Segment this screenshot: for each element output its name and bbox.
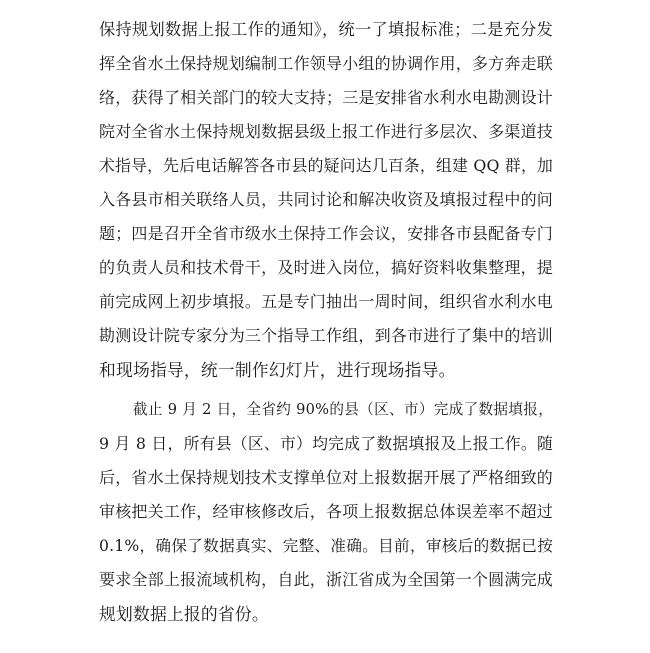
text-line: 要求全部上报流域机构，自此，浙江省成为全国第一个圆满完成	[99, 570, 553, 589]
text-line: 审核把关工作，经审核修改后，各项上报数据总体误差率不超过	[99, 502, 553, 521]
text-line: 前完成网上初步填报。五是专门抽出一周时间，组织省水利水电	[99, 292, 553, 311]
text-line: 的负责人员和技术骨干，及时进入岗位，搞好资料收集整理，提	[99, 258, 553, 277]
text-line: 挥全省水土保持规划编制工作领导小组的协调作用，多方奔走联	[99, 54, 553, 73]
text-line: 保持规划数据上报工作的通知》，统一了填报标准；二是充分发	[99, 20, 553, 39]
text-line: 和现场指导，统一制作幻灯片，进行现场指导。	[99, 360, 456, 380]
text-line: 入各县市相关联络人员，共同讨论和解决收资及填报过程中的问	[99, 190, 553, 209]
text-line: 规划数据上报的省份。	[99, 604, 269, 624]
text-line: 题；四是召开全省市级水土保持工作会议，安排各市县配备专门	[99, 224, 553, 243]
text-line: 0.1%，确保了数据真实、完整、准确。目前，审核后的数据已按	[99, 537, 553, 555]
text-line: 院对全省水土保持规划数据县级上报工作进行多层次、多渠道技	[99, 122, 553, 141]
text-line: 络，获得了相关部门的较大支持；三是安排省水利水电勘测设计	[99, 88, 553, 107]
text-line: 术指导，先后电话解答各市县的疑问达几百条，组建 QQ 群，加	[99, 156, 553, 175]
text-line: 勘测设计院专家分为三个指导工作组，到各市进行了集中的培训	[99, 326, 553, 345]
text-line: 后，省水土保持规划技术支撑单位对上报数据开展了严格细致的	[99, 468, 553, 487]
text-line: 9 月 8 日，所有县（区、市）均完成了数据填报及上报工作。随	[99, 434, 553, 453]
paragraph-first-line: 截止 9 月 2 日，全省约 90%的县（区、市）完成了数据填报，	[133, 401, 553, 418]
